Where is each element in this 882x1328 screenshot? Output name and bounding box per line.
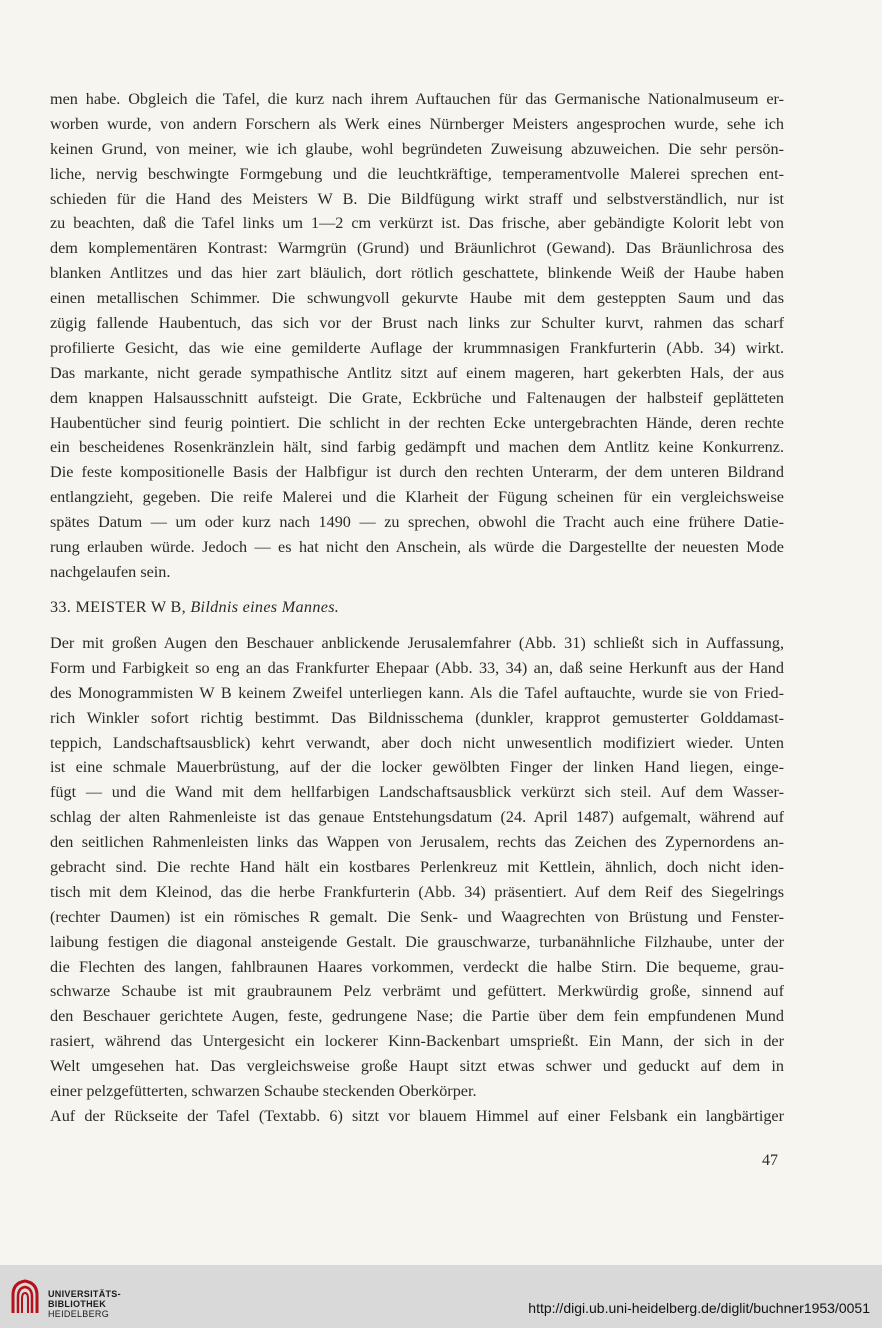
text-line: men habe. Obgleich die Tafel, die kurz nach ihrem Auftauchen für das Germanische Nationalmuseum er- (50, 90, 784, 108)
text-line: Die feste kompositionelle Basis der Halbfigur ist durch den rechten Unterarm, der dem unteren Bildrand (50, 463, 784, 482)
text-line: zu beachten, daß die Tafel links um 1—2 cm verkürzt ist. Das frische, aber gebändigte Kolorit lebt von (50, 214, 784, 233)
text-line: rasiert, während das Untergesicht ein lockerer Kinn-Backenbart umsprießt. Ein Mann, der sich in der (50, 1032, 784, 1051)
text-line: Auf der Rückseite der Tafel (Textabb. 6) sitzt vor blauem Himmel auf einer Felsbank ein langbärtiger (50, 1107, 784, 1125)
text-line: liche, nervig beschwingte Formgebung und die leuchtkräftige, temperamentvolle Malerei sprechen ent- (50, 164, 784, 183)
text-line: rung erlauben würde. Jedoch — es hat nicht den Anschein, als würde die Dargestellte der neuesten Mode (50, 538, 784, 557)
library-logo[interactable] (10, 1275, 130, 1319)
page-number: 47 (762, 1152, 778, 1169)
text-line: Das markante, nicht gerade sympathische Antlitz sitzt auf einem mageren, hart gekerbten Hals, der aus (50, 363, 784, 382)
section-number-artist: 33. MEISTER W B, (50, 598, 186, 616)
text-line: schieden für die Hand des Meisters W B. Die Bildfügung wirkt straff und selbstverständlich, nur ist (50, 189, 784, 208)
text-line: ist eine schmale Mauerbrüstung, auf der die locker gewölbten Finger der linken Hand liegen, einge- (50, 758, 784, 777)
text-line: rich Winkler sofort richtig bestimmt. Das Bildnisschema (dunkler, krapprot gemusterter Golddamast- (50, 708, 784, 727)
text-line: Welt umgesehen hat. Das vergleichsweise große Haupt sitzt etwas schwer und geduckt auf dem in (50, 1057, 784, 1076)
text-line: den seitlichen Rahmenleisten links das Wappen von Jerusalem, rechts das Zeichen des Zypernordens an- (50, 833, 784, 852)
paragraph-1 (50, 87, 784, 585)
text-line: zügig fallende Haubentuch, das sich vor der Brust nach links zur Schulter kurvt, rahmen das scharf (50, 314, 784, 333)
text-line: teppich, Landschaftsausblick) kehrt verwandt, aber doch nicht unwesentlich modifiziert wieder. Unten (50, 733, 784, 752)
logo-line-1: UNIVERSITÄTS- (48, 1289, 121, 1299)
permalink-url[interactable]: http://digi.ub.uni-heidelberg.de/diglit/buchner1953/0051 (528, 1300, 870, 1316)
text-line: den Beschauer gerichtete Augen, feste, gedrungene Nase; die Partie über dem fein empfundenen Mund (50, 1007, 784, 1026)
text-line: schwarze Schaube ist mit graubraunem Pelz verbrämt und gefüttert. Merkwürdig große, sinnend auf (50, 982, 784, 1001)
text-line: nachgelaufen sein. (50, 562, 171, 581)
text-line: laibung festigen die diagonal ansteigende Gestalt. Die grauschwarze, turbanähnliche Filzhaube, unter der (50, 932, 784, 951)
paragraph-3 (50, 1104, 784, 1129)
text-line: einen metallischen Schimmer. Die schwungvoll gekurvte Haube mit dem gesteppten Saum und das (50, 289, 784, 308)
text-line: gebracht sind. Die rechte Hand hält ein kostbares Perlenkreuz mit Kettlein, ähnlich, doch nicht iden- (50, 858, 784, 877)
text-line: die Flechten des langen, fahlbraunen Haares vorkommen, verdeckt die halbe Stirn. Die bequeme, grau- (50, 957, 784, 976)
library-name (48, 1289, 121, 1319)
text-line: dem komplementären Kontrast: Warmgrün (Grund) und Bräunlichrot (Gewand). Das Bräunlichrosa des (50, 239, 784, 258)
text-line: (rechter Daumen) ist ein römisches R gemalt. Die Senk- und Waagrechten von Brüstung und Fenster- (50, 907, 784, 926)
section-heading (50, 598, 339, 617)
library-emblem-icon (10, 1277, 40, 1317)
text-line: blanken Antlitzes und das hier zart bläulich, dort rötlich geschattete, blinkende Weiß der Haube haben (50, 264, 784, 283)
section-title: Bildnis eines Mannes. (190, 598, 340, 616)
text-line: ein bescheidenes Rosenkränzlein hält, sind farbig gedämpft und machen dem Antlitz keine Konkurrenz. (50, 438, 784, 457)
text-line: tisch mit dem Kleinod, das die herbe Frankfurterin (Abb. 34) präsentiert. Auf dem Reif des Siegelrings (50, 882, 784, 901)
paragraph-2 (50, 631, 784, 1104)
footer-bar (0, 1265, 882, 1328)
logo-line-3: HEIDELBERG (48, 1309, 110, 1319)
text-line: keinen Grund, von meiner, wie ich glaube, wohl begründeten Zuweisung abzuweichen. Die sehr persön- (50, 139, 784, 158)
text-line: dem knappen Halsausschnitt aufsteigt. Die Grate, Eckbrüche und Faltenaugen der halbsteif geplätteten (50, 388, 784, 407)
text-line: worben wurde, von andern Forschern als Werk eines Nürnberger Meisters angesprochen wurde, sehe ich (50, 114, 784, 133)
text-line: des Monogrammisten W B keinem Zweifel unterliegen kann. Als die Tafel auftauchte, wurde sie von Fried- (50, 683, 784, 702)
text-line: Haubentücher sind feurig pointiert. Die schlicht in der rechten Ecke untergebrachten Hände, deren rechte (50, 413, 784, 432)
text-line: einer pelzgefütterten, schwarzen Schaube steckenden Oberkörper. (50, 1082, 477, 1101)
text-line: Der mit großen Augen den Beschauer anblickende Jerusalemfahrer (Abb. 31) schließt sich in Auffassung, (50, 634, 784, 652)
text-line: fügt — und die Wand mit dem hellfarbigen Landschaftsausblick verkürzt sich steil. Auf dem Wasser- (50, 783, 784, 802)
logo-line-2: BIBLIOTHEK (48, 1299, 106, 1309)
text-line: spätes Datum — um oder kurz nach 1490 — zu sprechen, obwohl die Tracht auch eine frühere Datie- (50, 513, 784, 532)
text-line: schlag der alten Rahmenleiste ist das genaue Entstehungsdatum (24. April 1487) aufgemalt, während auf (50, 808, 784, 827)
text-line: entlangzieht, gegeben. Die reife Malerei und die Klarheit der Fügung scheinen für ein vergleichsweise (50, 488, 784, 507)
text-line: profilierte Gesicht, das wie eine gemilderte Auflage der krummnasigen Frankfurterin (Abb. 34) wirkt. (50, 338, 784, 357)
text-line: Form und Farbigkeit so eng an das Frankfurter Ehepaar (Abb. 33, 34) an, daß seine Herkunft aus der Hand (50, 658, 784, 677)
